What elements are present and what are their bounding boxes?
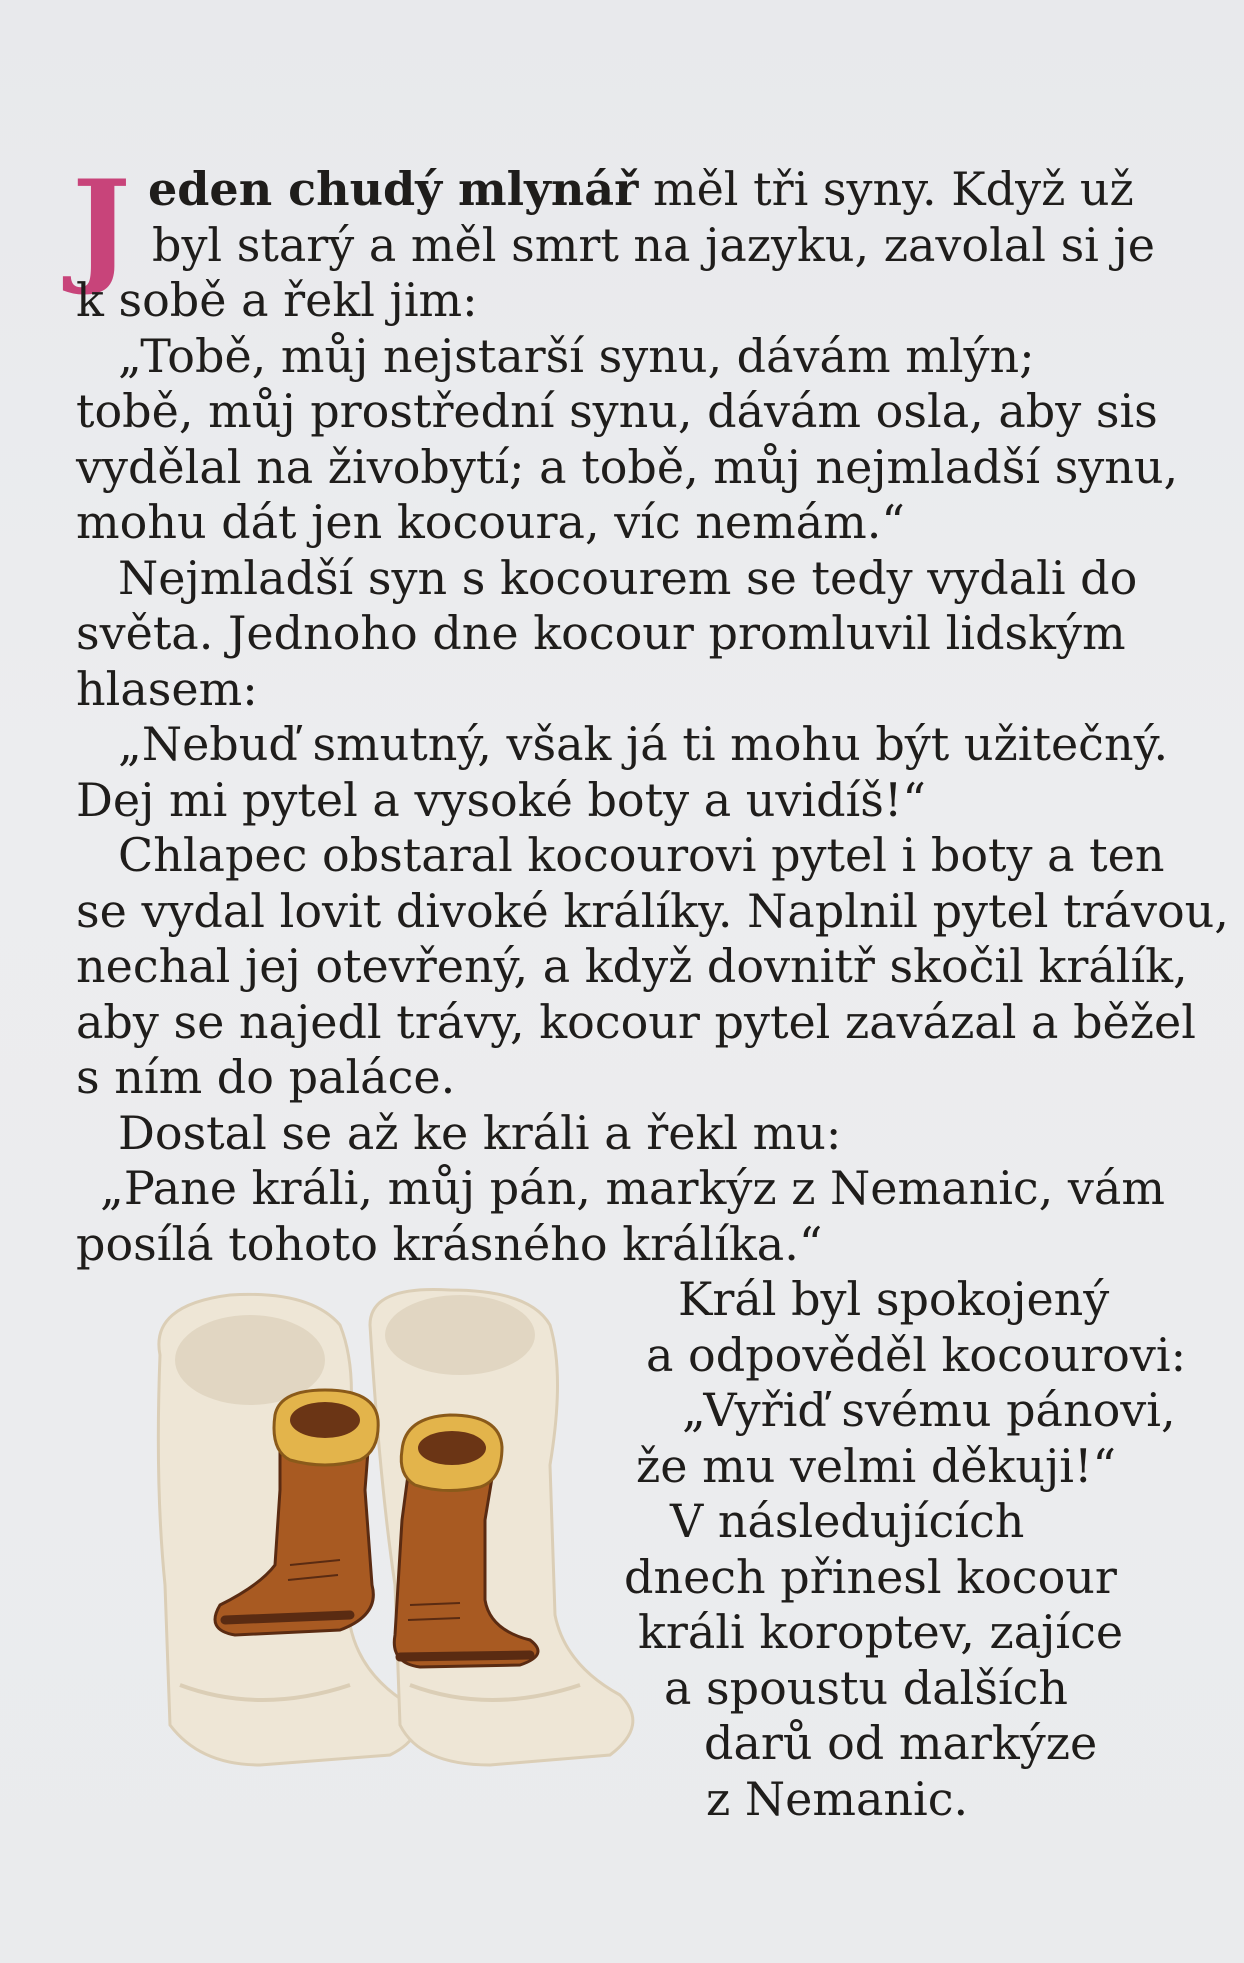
story-line-23: „Vyřiď svému pánovi, <box>682 1383 1176 1437</box>
story-line-8: Nejmladší syn s kocourem se tedy vydali do <box>118 551 1138 605</box>
large-boots-icon <box>158 1289 633 1765</box>
boots-illustration <box>110 1285 670 1805</box>
story-line-14: se vydal lovit divoké králíky. Naplnil pytel trávou, <box>76 884 1229 938</box>
story-line-22: a odpověděl kocourovi: <box>646 1328 1187 1382</box>
story-line-11: „Nebuď smutný, však já ti mohu být užitečný. <box>118 717 1169 771</box>
story-line-27: králi koroptev, zajíce <box>638 1605 1124 1659</box>
story-line-18: Dostal se až ke králi a řekl mu: <box>118 1106 842 1160</box>
opening-bold-text: eden chudý mlynář <box>148 162 639 216</box>
story-line-3: k sobě a řekl jim: <box>76 273 478 327</box>
story-line-17: s ním do paláce. <box>76 1050 456 1104</box>
story-line-10: hlasem: <box>76 662 258 716</box>
story-line-26: dnech přinesl kocour <box>624 1550 1117 1604</box>
story-line-7: mohu dát jen kocoura, víc nemám.“ <box>76 495 905 549</box>
drop-cap-letter: J <box>72 154 131 299</box>
story-line-12: Dej mi pytel a vysoké boty a uvidíš!“ <box>76 773 926 827</box>
story-line-6: vydělal na živobytí; a tobě, můj nejmladší synu, <box>76 440 1179 494</box>
story-line-30: z Nemanic. <box>706 1772 969 1826</box>
story-line-2: byl starý a měl smrt na jazyku, zavolal si je <box>152 218 1155 272</box>
story-line-29: darů od markýze <box>704 1716 1098 1770</box>
story-line-1 <box>148 162 1134 216</box>
story-line-5: tobě, můj prostřední synu, dávám osla, aby sis <box>76 384 1158 438</box>
story-line-25: V následujících <box>670 1494 1025 1548</box>
story-line-4: „Tobě, můj nejstarší synu, dávám mlýn; <box>118 329 1035 383</box>
story-line-24: že mu velmi děkuji!“ <box>636 1439 1116 1493</box>
story-line-16: aby se najedl trávy, kocour pytel zavázal a běžel <box>76 995 1196 1049</box>
story-line-15: nechal jej otevřený, a když dovnitř skočil králík, <box>76 939 1188 993</box>
line-1-rest: měl tři syny. Když už <box>638 162 1134 216</box>
story-line-19: „Pane králi, můj pán, markýz z Nemanic, vám <box>100 1161 1165 1215</box>
story-line-13: Chlapec obstaral kocourovi pytel i boty a ten <box>118 828 1165 882</box>
story-line-9: světa. Jednoho dne kocour promluvil lidským <box>76 606 1126 660</box>
story-line-21: Král byl spokojený <box>678 1272 1110 1326</box>
story-line-28: a spoustu dalších <box>664 1661 1069 1715</box>
story-line-20: posílá tohoto krásného králíka.“ <box>76 1217 823 1271</box>
